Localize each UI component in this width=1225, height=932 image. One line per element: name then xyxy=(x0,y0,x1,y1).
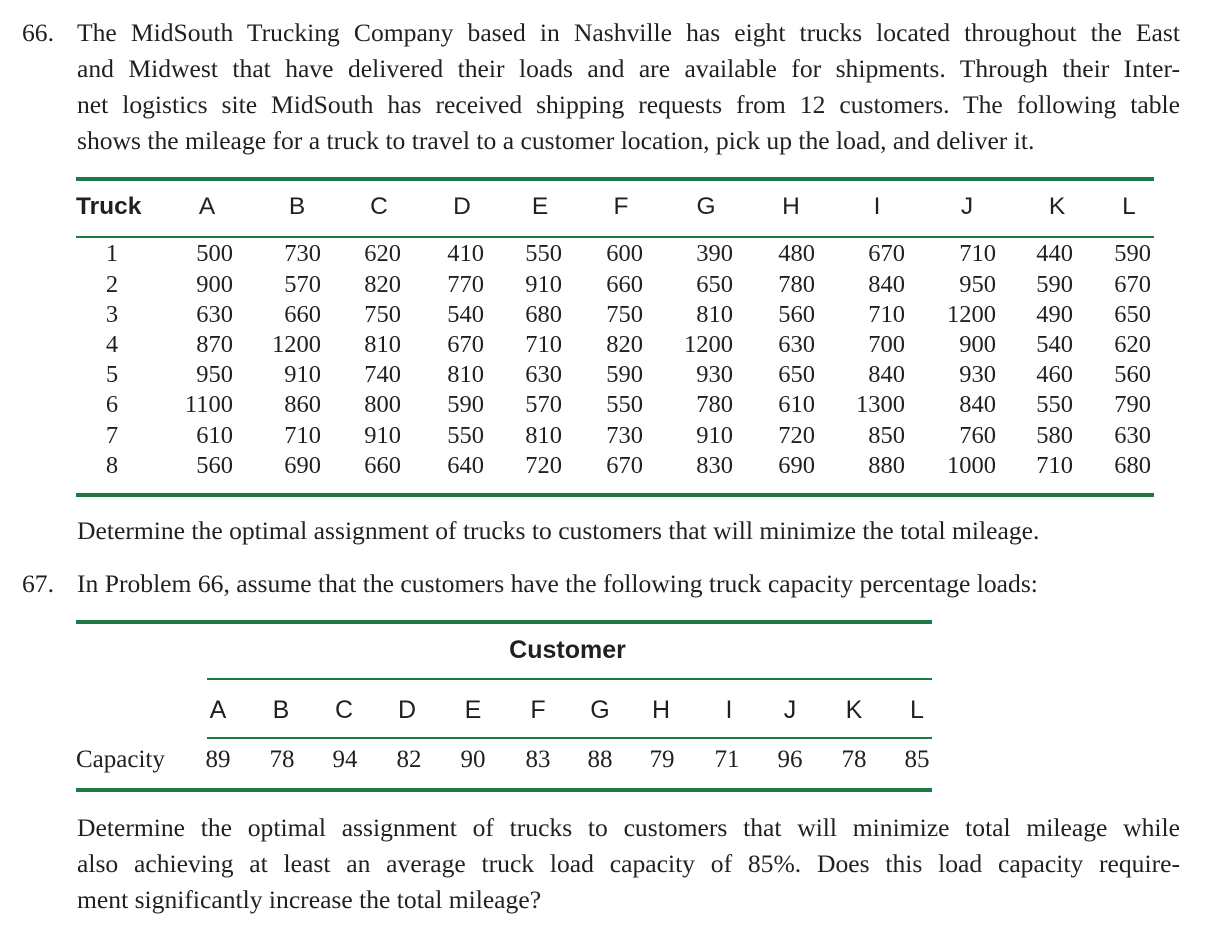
table-cell: 650 xyxy=(696,271,733,298)
table-cell: 490 xyxy=(1036,301,1073,328)
question-text: also achieving at least an average truck load capacity of 85%. Does this load capacity require- xyxy=(77,849,1180,878)
capacity-bottom-rule xyxy=(76,788,932,792)
table-cell: 870 xyxy=(196,331,233,358)
column-header-h: H xyxy=(782,193,800,220)
table-cell: 800 xyxy=(364,391,401,418)
table-cell: 410 xyxy=(447,240,484,267)
table-cell: 790 xyxy=(1114,391,1151,418)
table-cell: 1200 xyxy=(947,301,996,328)
table-cell: 590 xyxy=(1114,240,1151,267)
table-cell: 710 xyxy=(284,422,321,449)
truck-label: 6 xyxy=(105,391,119,418)
table-cell: 670 xyxy=(868,240,905,267)
table-cell: 1100 xyxy=(184,391,233,418)
column-header-e: E xyxy=(531,193,549,220)
capacity-value: 96 xyxy=(777,746,803,773)
column-header-c: C xyxy=(370,193,388,220)
table-cell: 810 xyxy=(364,331,401,358)
table-cell: 590 xyxy=(447,391,484,418)
capacity-value: 78 xyxy=(841,746,867,773)
truck-label: 8 xyxy=(105,452,119,479)
column-header-i: I xyxy=(873,193,881,220)
table-cell: 1200 xyxy=(272,331,321,358)
capacity-value: 79 xyxy=(649,746,675,773)
problem-66 xyxy=(22,15,1182,159)
table-cell: 780 xyxy=(778,271,815,298)
table-cell: 620 xyxy=(364,240,401,267)
table-cell: 710 xyxy=(959,240,996,267)
capacity-column-header-i: I xyxy=(725,696,733,724)
capacity-value: 94 xyxy=(332,746,358,773)
table-cell: 590 xyxy=(606,361,643,388)
table-cell: 1200 xyxy=(684,331,733,358)
column-header-b: B xyxy=(288,193,306,220)
table-cell: 630 xyxy=(196,301,233,328)
table-cell: 810 xyxy=(525,422,562,449)
truck-label: 3 xyxy=(105,301,119,328)
problem-text: The MidSouth Trucking Company based in Nashville has eight trucks located throughout the East xyxy=(77,18,1180,47)
table-cell: 670 xyxy=(1114,271,1151,298)
table-cell: 1300 xyxy=(856,391,905,418)
table-cell: 840 xyxy=(868,271,905,298)
table-top-rule xyxy=(76,177,1154,181)
question-text: Determine the optimal assignment of trucks to customers that will minimize the total mileage. xyxy=(77,516,1040,545)
table-cell: 780 xyxy=(696,391,733,418)
table-cell: 950 xyxy=(196,361,233,388)
truck-label: 4 xyxy=(105,331,119,358)
table-cell: 710 xyxy=(868,301,905,328)
table-cell: 600 xyxy=(606,240,643,267)
table-cell: 550 xyxy=(525,240,562,267)
table-cell: 690 xyxy=(778,452,815,479)
table-cell: 540 xyxy=(447,301,484,328)
capacity-column-header-j: J xyxy=(783,696,797,724)
table-cell: 860 xyxy=(284,391,321,418)
table-cell: 660 xyxy=(364,452,401,479)
problem-number: 67. xyxy=(22,569,54,598)
problem-number: 66. xyxy=(22,18,54,47)
capacity-column-header-d: D xyxy=(397,696,417,724)
table-cell: 840 xyxy=(959,391,996,418)
table-cell: 460 xyxy=(1036,361,1073,388)
problem-66-line-4 xyxy=(22,123,1182,159)
column-header-j: J xyxy=(960,193,974,220)
column-header-k: K xyxy=(1048,193,1066,220)
capacity-column-header-b: B xyxy=(272,696,290,724)
capacity-value: 83 xyxy=(525,746,551,773)
problem-67 xyxy=(22,566,1182,602)
table-cell: 550 xyxy=(606,391,643,418)
table-cell: 720 xyxy=(525,452,562,479)
capacity-value: 71 xyxy=(714,746,740,773)
table-cell: 810 xyxy=(447,361,484,388)
table-cell: 670 xyxy=(447,331,484,358)
capacity-column-header-f: F xyxy=(530,696,546,724)
table-cell: 910 xyxy=(284,361,321,388)
question-text: Determine the optimal assignment of trucks to customers that will minimize total mileage while xyxy=(77,813,1180,842)
table-cell: 710 xyxy=(1036,452,1073,479)
column-header-l: L xyxy=(1122,193,1136,220)
table-cell: 670 xyxy=(606,452,643,479)
table-cell: 760 xyxy=(959,422,996,449)
table-cell: 730 xyxy=(606,422,643,449)
table-cell: 900 xyxy=(196,271,233,298)
truck-label: 7 xyxy=(105,422,119,449)
capacity-column-header-l: L xyxy=(910,696,924,724)
problem-text: net logistics site MidSouth has received shipping requests from 12 customers. The following table xyxy=(77,90,1180,119)
capacity-value: 85 xyxy=(904,746,930,773)
table-bottom-rule xyxy=(76,493,1154,497)
capacity-group-rule xyxy=(207,678,932,680)
table-cell: 730 xyxy=(284,240,321,267)
problem-text: In Problem 66, assume that the customers have the following truck capacity percentage loads: xyxy=(77,569,1038,598)
capacity-value: 88 xyxy=(587,746,613,773)
table-cell: 580 xyxy=(1036,422,1073,449)
table-cell: 850 xyxy=(868,422,905,449)
table-cell: 630 xyxy=(778,331,815,358)
capacity-column-header-h: H xyxy=(651,696,671,724)
problem-66-line-3 xyxy=(22,87,1182,123)
table-cell: 480 xyxy=(778,240,815,267)
table-cell: 680 xyxy=(1114,452,1151,479)
table-cell: 910 xyxy=(364,422,401,449)
capacity-column-header-g: G xyxy=(590,696,610,724)
problem-67-question xyxy=(22,810,1182,918)
truck-column-header: Truck xyxy=(76,193,142,220)
problem-text: and Midwest that have delivered their loads and are available for shipments. Through their Inter- xyxy=(77,54,1180,83)
customer-group-header: Customer xyxy=(509,636,626,664)
table-cell: 720 xyxy=(778,422,815,449)
column-header-d: D xyxy=(453,193,471,220)
capacity-value: 90 xyxy=(460,746,486,773)
problem-66-line-2 xyxy=(22,51,1182,87)
table-cell: 550 xyxy=(447,422,484,449)
truck-label: 1 xyxy=(105,240,119,267)
table-cell: 710 xyxy=(525,331,562,358)
table-cell: 690 xyxy=(284,452,321,479)
problem-66-line-1 xyxy=(22,15,1182,51)
table-cell: 880 xyxy=(868,452,905,479)
table-cell: 390 xyxy=(696,240,733,267)
table-cell: 560 xyxy=(196,452,233,479)
table-cell: 640 xyxy=(447,452,484,479)
capacity-value: 78 xyxy=(269,746,295,773)
column-header-f: F xyxy=(613,193,629,220)
truck-label: 2 xyxy=(105,271,119,298)
table-cell: 900 xyxy=(959,331,996,358)
table-cell: 750 xyxy=(606,301,643,328)
table-cell: 1000 xyxy=(947,452,996,479)
table-cell: 560 xyxy=(778,301,815,328)
capacity-column-header-k: K xyxy=(845,696,863,724)
column-header-g: G xyxy=(696,193,716,220)
capacity-value: 89 xyxy=(205,746,231,773)
capacity-value: 82 xyxy=(396,746,422,773)
problem-text: shows the mileage for a truck to travel to a customer location, pick up the load, and deliver it. xyxy=(77,126,1035,155)
table-cell: 840 xyxy=(868,361,905,388)
truck-label: 5 xyxy=(105,361,119,388)
table-cell: 680 xyxy=(525,301,562,328)
capacity-column-header-c: C xyxy=(334,696,354,724)
capacity-header-rule xyxy=(207,737,932,739)
table-cell: 660 xyxy=(284,301,321,328)
table-cell: 650 xyxy=(1114,301,1151,328)
table-cell: 570 xyxy=(284,271,321,298)
table-cell: 630 xyxy=(525,361,562,388)
table-cell: 550 xyxy=(1036,391,1073,418)
table-cell: 930 xyxy=(959,361,996,388)
table-cell: 830 xyxy=(696,452,733,479)
table-header-rule xyxy=(76,236,1154,238)
table-cell: 810 xyxy=(696,301,733,328)
table-cell: 930 xyxy=(696,361,733,388)
capacity-column-header-e: E xyxy=(464,696,482,724)
table-cell: 650 xyxy=(778,361,815,388)
table-cell: 910 xyxy=(525,271,562,298)
table-cell: 740 xyxy=(364,361,401,388)
question-text: ment significantly increase the total mileage? xyxy=(77,885,542,914)
table-cell: 560 xyxy=(1114,361,1151,388)
table-cell: 660 xyxy=(606,271,643,298)
table-cell: 910 xyxy=(696,422,733,449)
capacity-column-header-a: A xyxy=(209,696,227,724)
capacity-top-rule xyxy=(76,620,932,624)
table-cell: 630 xyxy=(1114,422,1151,449)
column-header-a: A xyxy=(198,193,216,220)
capacity-row-label: Capacity xyxy=(76,746,165,773)
problem-66-question xyxy=(22,513,1182,549)
table-cell: 440 xyxy=(1036,240,1073,267)
table-cell: 610 xyxy=(778,391,815,418)
table-cell: 540 xyxy=(1036,331,1073,358)
table-cell: 820 xyxy=(364,271,401,298)
table-cell: 750 xyxy=(364,301,401,328)
table-cell: 950 xyxy=(959,271,996,298)
table-cell: 610 xyxy=(196,422,233,449)
table-cell: 620 xyxy=(1114,331,1151,358)
table-cell: 500 xyxy=(196,240,233,267)
table-cell: 770 xyxy=(447,271,484,298)
table-cell: 590 xyxy=(1036,271,1073,298)
table-cell: 570 xyxy=(525,391,562,418)
table-cell: 820 xyxy=(606,331,643,358)
table-cell: 700 xyxy=(868,331,905,358)
